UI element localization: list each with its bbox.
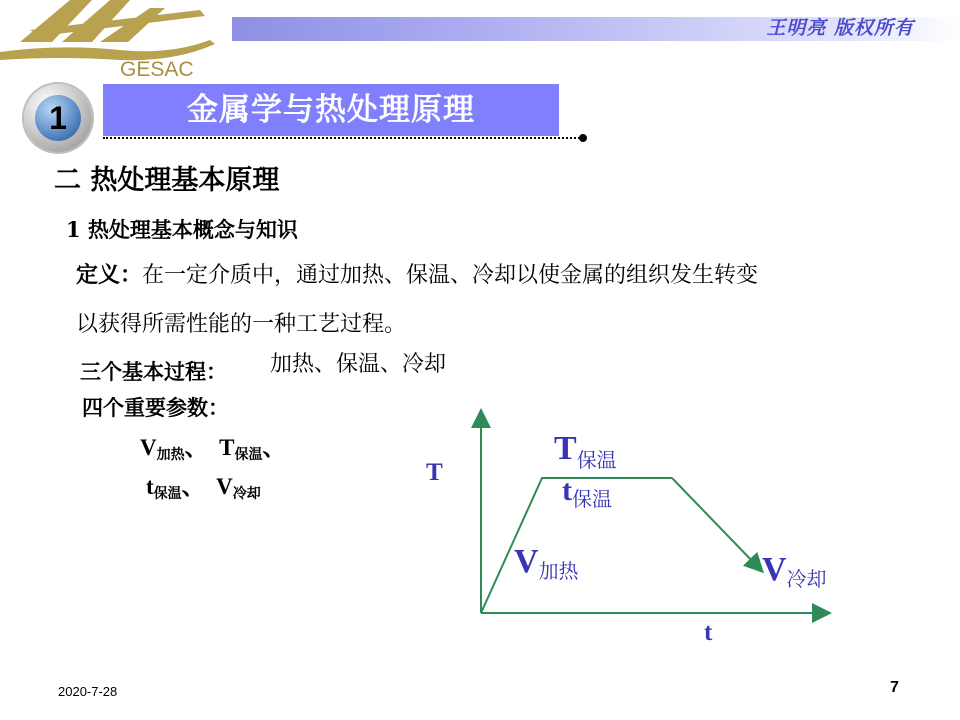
page-number: 7 bbox=[890, 679, 899, 696]
label-time-hold-main: t bbox=[562, 474, 572, 507]
param-v-cool: V bbox=[216, 474, 233, 499]
param-t-hold: T bbox=[219, 435, 235, 460]
param-t-hold-sub: 保温 bbox=[234, 447, 263, 463]
label-time-hold bbox=[562, 474, 612, 511]
label-t-hold-main: T bbox=[554, 430, 577, 467]
x-axis-label: t bbox=[704, 619, 713, 646]
param-v-heat-sub: 加热 bbox=[156, 447, 185, 463]
processes-value: 加热、保温、冷却 bbox=[270, 352, 447, 377]
footer-date: 2020-7-28 bbox=[58, 684, 118, 699]
cooling-line bbox=[672, 478, 757, 566]
label-v-heat-main: V bbox=[514, 543, 539, 580]
param-separator: 、 bbox=[181, 474, 205, 499]
definition-text-1: 在一定介质中，通过加热、保温、冷却以使金属的组织发生转变 bbox=[142, 263, 759, 288]
definition-line-2: 以获得所需性能的一种工艺过程。 bbox=[76, 312, 407, 337]
param-v-cool-sub: 冷却 bbox=[232, 486, 261, 502]
heading-concepts: 1 热处理基本概念与知识 bbox=[66, 217, 298, 242]
label-t-hold-sub: 保温 bbox=[576, 448, 617, 472]
label-v-heat-sub: 加热 bbox=[538, 559, 579, 583]
param-v-heat: V bbox=[140, 435, 157, 460]
label-time-hold-sub: 保温 bbox=[572, 487, 612, 511]
label-v-cool bbox=[762, 551, 827, 591]
param-separator: 、 bbox=[262, 435, 286, 460]
processes-label: 三个基本过程： bbox=[80, 359, 227, 384]
param-separator: 、 bbox=[184, 435, 208, 460]
param-time: t bbox=[146, 474, 154, 499]
params-label: 四个重要参数： bbox=[82, 395, 229, 420]
copyright-text: 王明亮 版权所有 bbox=[766, 17, 914, 39]
heading-principles: 二 热处理基本原理 bbox=[54, 165, 280, 196]
label-t-hold bbox=[554, 430, 617, 472]
label-v-heat bbox=[514, 543, 580, 583]
label-v-cool-main: V bbox=[762, 551, 787, 588]
section-number: 1 bbox=[49, 100, 67, 136]
y-axis-label: T bbox=[426, 459, 443, 486]
param-time-sub: 保温 bbox=[153, 486, 182, 502]
slide-title: 金属学与热处理原理 bbox=[187, 92, 475, 128]
definition-label: 定义： bbox=[76, 262, 143, 288]
logo-text: GESAC bbox=[120, 58, 194, 80]
label-v-cool-sub: 冷却 bbox=[786, 567, 827, 591]
